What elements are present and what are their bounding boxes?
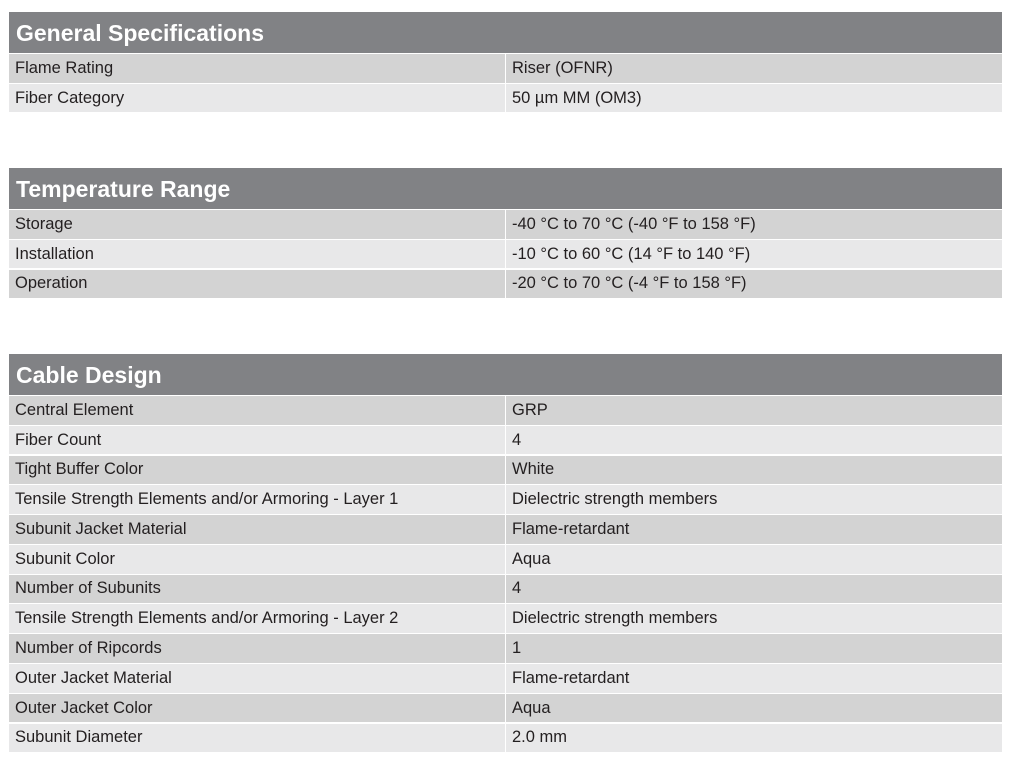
row-label: Storage [9,210,505,239]
section-header: Temperature Range [9,168,1002,209]
table-row [9,426,1002,455]
temperature-range-section [9,168,1002,299]
row-value: 1 [506,634,1002,663]
row-label: Central Element [9,396,505,425]
table-row [9,664,1002,693]
row-value: 50 µm MM (OM3) [506,84,1002,113]
row-label: Outer Jacket Color [9,694,505,723]
row-label: Installation [9,240,505,269]
table-row [9,396,1002,425]
row-value: Flame-retardant [506,664,1002,693]
row-value: 4 [506,426,1002,455]
row-value: Dielectric strength members [506,604,1002,633]
row-value: Aqua [506,545,1002,574]
row-value: White [506,456,1002,485]
row-label: Tensile Strength Elements and/or Armoring - Layer 2 [9,604,505,633]
row-value: Flame-retardant [506,515,1002,544]
row-label: Tight Buffer Color [9,456,505,485]
table-row [9,634,1002,663]
table-row [9,84,1002,113]
table-row [9,724,1002,753]
table-row [9,545,1002,574]
table-row [9,456,1002,485]
row-label: Flame Rating [9,54,505,83]
section-header: General Specifications [9,12,1002,53]
row-value: GRP [506,396,1002,425]
table-row [9,515,1002,544]
row-value: 2.0 mm [506,724,1002,753]
row-value: Aqua [506,694,1002,723]
row-label: Tensile Strength Elements and/or Armoring - Layer 1 [9,485,505,514]
row-value: Dielectric strength members [506,485,1002,514]
row-label: Subunit Jacket Material [9,515,505,544]
table-row [9,694,1002,723]
table-row [9,575,1002,604]
row-label: Operation [9,270,505,299]
general-specifications-section [9,12,1002,114]
cable-design-section [9,354,1002,753]
row-label: Outer Jacket Material [9,664,505,693]
table-row [9,54,1002,83]
row-label: Fiber Category [9,84,505,113]
row-label: Fiber Count [9,426,505,455]
table-row [9,210,1002,239]
table-row [9,485,1002,514]
row-value: 4 [506,575,1002,604]
row-value: Riser (OFNR) [506,54,1002,83]
row-label: Subunit Diameter [9,724,505,753]
section-header: Cable Design [9,354,1002,395]
table-row [9,604,1002,633]
table-row [9,270,1002,299]
row-label: Subunit Color [9,545,505,574]
row-label: Number of Ripcords [9,634,505,663]
row-label: Number of Subunits [9,575,505,604]
table-row [9,240,1002,269]
row-value: -20 °C to 70 °C (-4 °F to 158 °F) [506,270,1002,299]
row-value: -40 °C to 70 °C (-40 °F to 158 °F) [506,210,1002,239]
row-value: -10 °C to 60 °C (14 °F to 140 °F) [506,240,1002,269]
